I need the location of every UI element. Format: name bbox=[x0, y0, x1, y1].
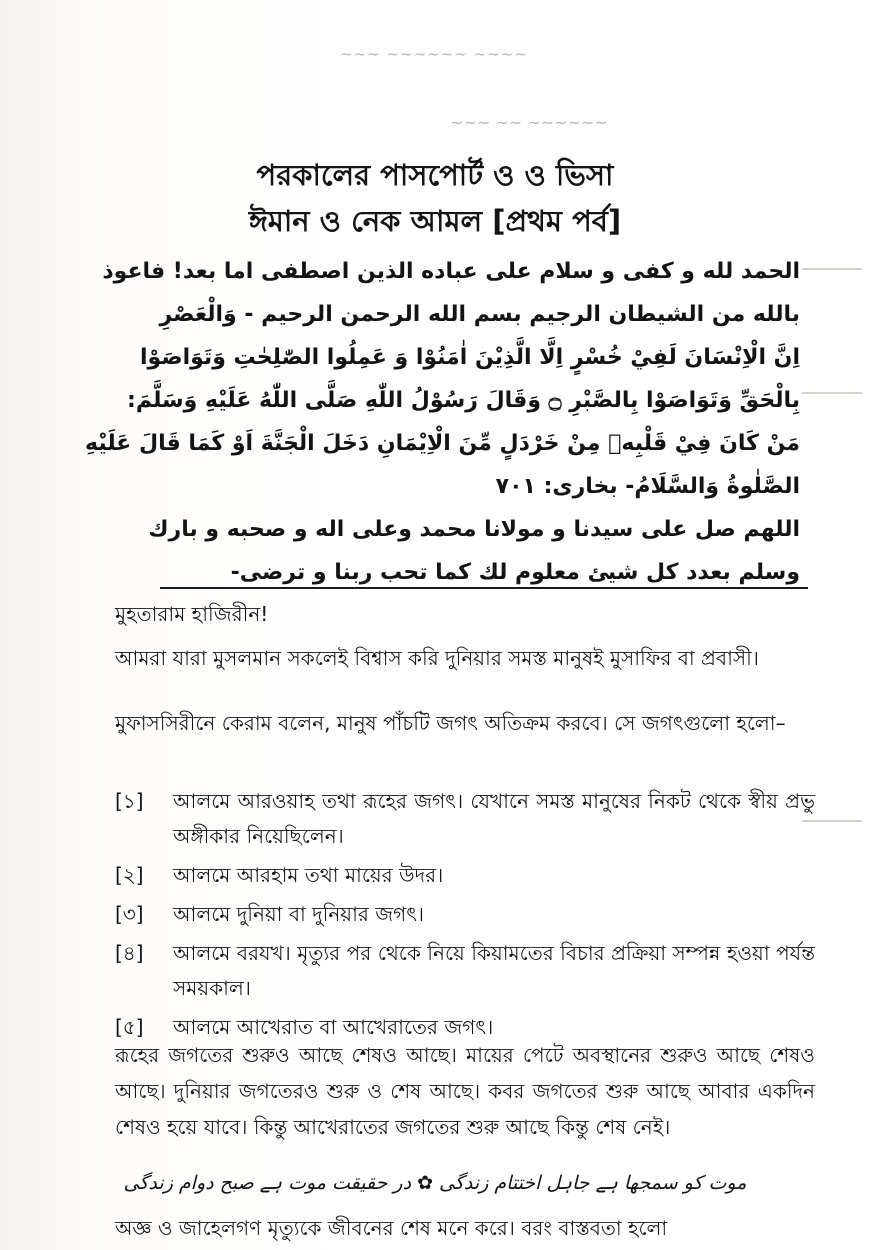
arabic-sermon-opening bbox=[85, 250, 800, 594]
list-text: আলমে আখেরাত বা আখেরাতের জগৎ। bbox=[173, 1015, 494, 1039]
list-text: আলমে আরওয়াহ তথা রূহের জগৎ। যেখানে সমস্ত মানুষের নিকট থেকে স্বীয় প্রভু অঙ্গীকার নিয়েছিলেন। bbox=[173, 789, 815, 848]
chapter-title-line2: ঈমান ও নেক আমল [প্রথম পর্ব] bbox=[248, 204, 622, 238]
list-item bbox=[115, 784, 815, 854]
section-divider bbox=[160, 587, 808, 589]
bleed-through-mark bbox=[802, 392, 862, 408]
paragraph: আমরা যারা মুসলমান সকলেই বিশ্বাস করি দুনিয়ার সমস্ত মানুষই মুসাফির বা প্রবাসী। bbox=[115, 646, 759, 670]
arabic-line: بِالْحَقِّ وَتَوَاصَوْا بِالصَّبْرِ ۝ وَقَالَ رَسُوْلُ اللّٰهِ صَلَّى اللّٰهُ عَلَيْهِ وَسَلَّمَ: bbox=[127, 388, 800, 413]
urdu-couplet: موت کو سمجھا ہے جاہل اختتام زندگی ✿ در حقیقت موت ہے صبح دوام زندگی bbox=[123, 1172, 747, 1194]
arabic-line: الصَّلٰوةُ وَالسَّلَامُ- بخارى: ٧٠١ bbox=[495, 474, 800, 499]
list-number: [৫] bbox=[115, 1015, 144, 1039]
arabic-line: بالله من الشيطان الرجيم بسم الله الرحمن الرحيم - وَالْعَصْرِ bbox=[159, 302, 800, 327]
chapter-title-line1: পরকালের পাসপোর্ট ও ও ভিসা bbox=[256, 158, 614, 192]
arabic-line: اِنَّ الْاِنْسَانَ لَفِيْ خُسْرٍ اِلَّا الَّذِيْنَ اٰمَنُوْا وَ عَمِلُوا الصّٰلِحٰتِ وَتَوَاصَوْا bbox=[140, 345, 800, 370]
bleed-through-header: ~~~ ~~~~~~ ~~~~ bbox=[340, 45, 528, 63]
list-text: আলমে দুনিয়া বা দুনিয়ার জগৎ। bbox=[173, 902, 425, 926]
list-text: আলমে বরযখ। মৃত্যুর পর থেকে নিয়ে কিয়ামতের বিচার প্রক্রিয়া সম্পন্ন হওয়া পর্যন্ত সময়কাল। bbox=[173, 941, 815, 1000]
arabic-line: وسلم بعدد كل شيئ معلوم لك كما تحب ربنا و ترضى- bbox=[230, 560, 800, 585]
arabic-line: اللهم صل على سيدنا و مولانا محمد وعلى اله و صحبه و بارك bbox=[148, 517, 800, 542]
list-number: [১] bbox=[115, 789, 144, 813]
list-item bbox=[115, 897, 815, 932]
worlds-list bbox=[115, 784, 815, 1049]
greeting: মুহতারাম হাজিরীন! bbox=[115, 602, 269, 626]
list-number: [২] bbox=[115, 863, 144, 887]
arabic-line: الحمد لله و كفى و سلام على عباده الذين اصطفى اما بعد! فاعوذ bbox=[102, 259, 800, 284]
chapter-title bbox=[0, 152, 870, 244]
arabic-line: مَنْ كَانَ فِيْ قَلْبِهٖ مِنْ خَرْدَلٍ مِّنَ الْاِيْمَانِ دَخَلَ الْجَنَّةَ اَوْ كَمَا قَالَ عَلَيْهِ bbox=[85, 431, 800, 456]
paragraph: অজ্ঞ ও জাহেলগণ মৃত্যুকে জীবনের শেষ মনে করে। বরং বাস্তবতা হলো bbox=[115, 1216, 668, 1240]
paragraph: মুফাসসিরীনে কেরাম বলেন, মানুষ পাঁচটি জগৎ অতিক্রম করবে। সে জগৎগুলো হলো– bbox=[115, 711, 786, 735]
list-number: [৪] bbox=[115, 941, 144, 965]
bleed-through-mark bbox=[802, 268, 862, 284]
list-item bbox=[115, 936, 815, 1006]
list-number: [৩] bbox=[115, 902, 144, 926]
list-item bbox=[115, 858, 815, 893]
list-text: আলমে আরহাম তথা মায়ের উদর। bbox=[173, 863, 444, 887]
paragraph: রূহের জগতের শুরুও আছে শেষও আছে। মায়ের পেটে অবস্থানের শুরুও আছে শেষও আছে। দুনিয়ার জগতেরও শুরু ও শেষ আছে। কবর জগতের শুরু আছে আবার একদিন শেষও হয়ে যাবে। কিন্তু আখেরাতের জগতের শুরু আছে কিন্তু শেষ নেই। bbox=[115, 1043, 815, 1139]
bleed-through-text: ~~~ ~~ ~~~~~~ bbox=[450, 113, 608, 132]
